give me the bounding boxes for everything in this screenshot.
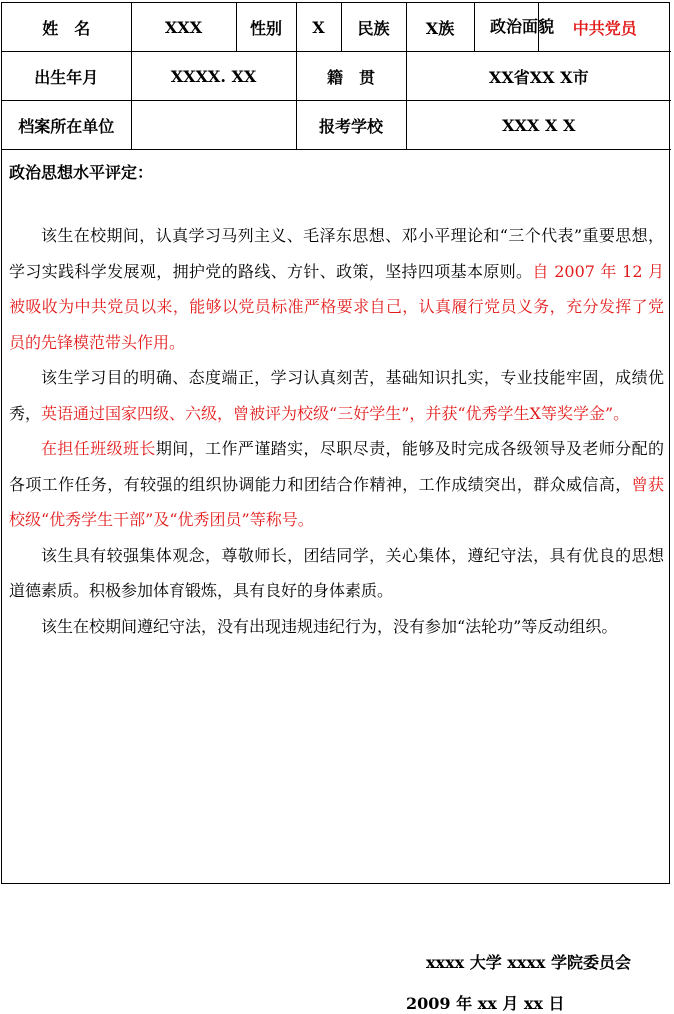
paragraph-academics <box>9 360 664 431</box>
paragraph-1-text: 该生在校期间，认真学习马列主义、毛泽东思想、邓小平理论和“三个代表”重要思想，学习实践科学发展观，拥护党的路线、方针、政策，坚持四项基本原则。 <box>9 226 664 281</box>
ethnicity-label: 民族 <box>341 3 406 52</box>
signing-organization: xxxx 大学 xxxx 学院委员会 <box>426 953 632 972</box>
paragraph-character: 该生具有较强集体观念，尊敬师长，团结同学，关心集体，遵纪守法，具有优良的思想道德素质。积极参加体育锻炼，具有良好的身体素质。 <box>9 545 664 600</box>
paragraph-3-highlight-b: 曾获校级“优秀学生干部”及“优秀团员”等称号。 <box>9 474 664 529</box>
evaluation-title: 政治思想水平评定： <box>9 163 154 182</box>
evaluation-form <box>1 2 670 1013</box>
native-place-value: XX省XX X市 <box>406 52 671 101</box>
paragraph-study-politics <box>9 218 664 360</box>
political-status-label-text: 政治面貌 <box>490 17 555 36</box>
paragraph-3-highlight-a: 在担任班级班长 <box>41 439 156 458</box>
paragraph-2-text: 该生学习目的明确、态度端正，学习认真刻苦，基础知识扎实，专业技能牢固，成绩优秀， <box>9 368 664 423</box>
political-status-value: 中共党员 <box>538 3 671 52</box>
info-row-3 <box>2 101 671 150</box>
birth-date-label: 出生年月 <box>2 52 131 101</box>
evaluation-body <box>9 218 664 644</box>
paragraph-conduct: 该生在校期间遵纪守法，没有出现违规违纪行为，没有参加“法轮功”等反动组织。 <box>41 616 618 636</box>
archive-unit-label: 档案所在单位 <box>2 101 131 150</box>
applied-school-label: 报考学校 <box>296 101 406 150</box>
name-value: XXX <box>131 3 236 52</box>
personal-info-table <box>2 3 671 150</box>
paragraph-2-highlight: 英语通过国家四级、六级，曾被评为校级“三好学生”，并获“优秀学生X等奖学金”。 <box>41 403 630 423</box>
paragraph-1-highlight: 自 2007 年 12 月被吸收为中共党员以来，能够以党员标准严格要求自己，认真履行党员义务，充分发挥了党员的先锋模范带头作用。 <box>9 261 664 352</box>
political-status-label <box>474 3 555 52</box>
name-label: 姓 名 <box>2 3 131 52</box>
gender-label: 性别 <box>236 3 296 52</box>
archive-unit-value <box>131 101 296 150</box>
applied-school-value: XXX X X <box>406 101 671 150</box>
paragraph-3-text: 期间，工作严谨踏实，尽职尽责，能够及时完成各级领导及老师分配的各项工作任务，有较强的组织协调能力和团结合作精神，工作成绩突出，群众威信高， <box>9 439 664 494</box>
info-row-2 <box>2 52 671 101</box>
birth-date-value: XXXX. XX <box>131 52 296 101</box>
info-row-1 <box>2 3 671 52</box>
ethnicity-value: X族 <box>406 3 474 52</box>
gender-value: X <box>296 3 341 52</box>
evaluation-section <box>2 150 669 1013</box>
native-place-label: 籍 贯 <box>296 52 406 101</box>
paragraph-leadership <box>9 431 664 538</box>
signing-date: 2009 年 xx 月 xx 日 <box>406 994 565 1013</box>
